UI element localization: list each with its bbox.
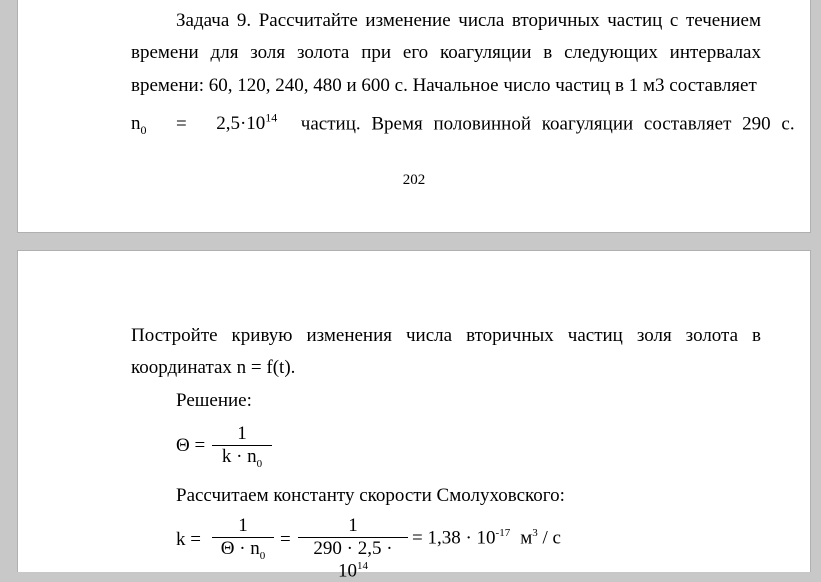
theta-numerator: 1 xyxy=(237,423,247,444)
theta-lhs: Θ = xyxy=(176,435,206,456)
theta-fraction xyxy=(212,423,272,470)
solution-label: Решение: xyxy=(176,390,252,411)
build-curve-line-2: координатах n = f(t). xyxy=(131,357,296,378)
half-coagulation-text: частиц. Время половинной коагуляции составляет 290 с. xyxy=(300,113,795,135)
k-fraction-2 xyxy=(298,515,408,582)
document-page-203 xyxy=(17,250,811,582)
build-curve-line-1: Постройте кривую изменения числа вторичных частиц золя золота в xyxy=(131,325,761,346)
task-line-2: времени для золя золота при его коагуляции в следующих интервалах xyxy=(131,42,761,63)
theta-formula xyxy=(176,423,286,471)
page-number: 202 xyxy=(402,172,426,188)
k-fraction-2-numerator: 1 xyxy=(348,515,358,536)
k-fraction-1-numerator: 1 xyxy=(238,515,248,536)
document-page-202 xyxy=(17,0,811,233)
task-line-1: Задача 9. Рассчитайте изменение числа вторичных частиц с течением xyxy=(176,10,761,31)
task-line-4 xyxy=(131,107,795,141)
k-fraction-2-denominator: $290 \cdot 2,5 \cdot 10^{14}$ xyxy=(313,538,393,582)
initial-count-value: $2,5\cdot 10^{14}$ xyxy=(216,111,278,135)
rate-constant-formula xyxy=(176,515,596,582)
k-result: = $1,38 \cdot 10^{-17}$ $м^3$ / с xyxy=(412,527,561,549)
k-fraction-1-denominator: $\Theta \cdot n_0$ xyxy=(220,538,266,562)
smoluchowski-text: Рассчитаем константу скорости Смолуховского: xyxy=(176,485,565,506)
theta-denominator: $k \cdot n_0$ xyxy=(221,446,263,470)
n0-symbol: $n_0$ xyxy=(131,113,147,138)
equals-sign: = xyxy=(176,113,187,135)
k-lhs: k = xyxy=(176,529,201,550)
equals-sign: = xyxy=(280,529,291,550)
task-line-3: времени: 60, 120, 240, 480 и 600 с. Начальное число частиц в 1 м3 составляет xyxy=(131,75,757,96)
k-fraction-1 xyxy=(212,515,274,562)
